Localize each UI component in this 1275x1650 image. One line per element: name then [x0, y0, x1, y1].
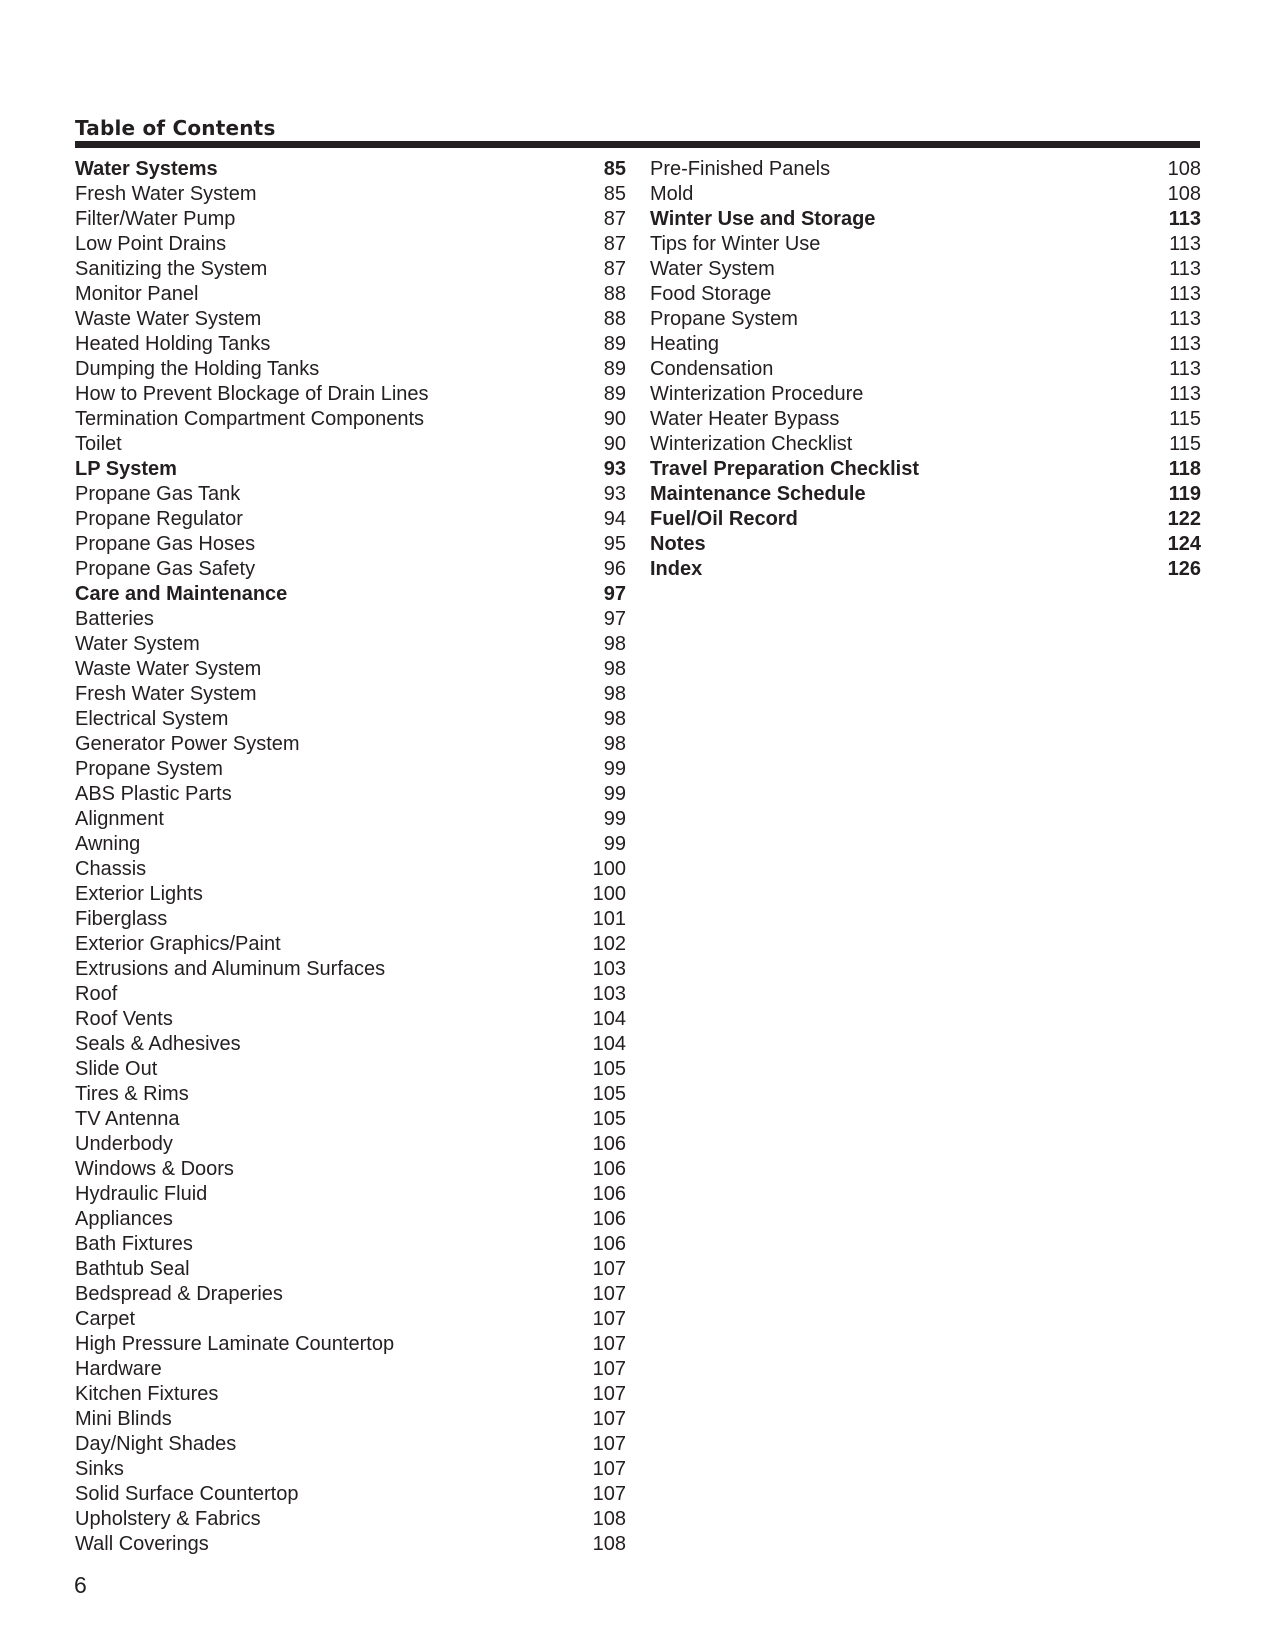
toc-entry-page: 108 — [592, 1508, 626, 1530]
toc-entry-page: 106 — [592, 1158, 626, 1180]
toc-entry-page: 107 — [592, 1458, 626, 1480]
toc-entry-title: Slide Out — [75, 1058, 158, 1080]
toc-entry[interactable] — [650, 357, 1201, 382]
toc-entry-title: Windows & Doors — [75, 1158, 234, 1180]
toc-entry[interactable] — [75, 632, 626, 657]
toc-entry-title: How to Prevent Blockage of Drain Lines — [75, 383, 429, 405]
toc-entry-page: 107 — [592, 1383, 626, 1405]
toc-column-right — [650, 157, 1201, 582]
toc-entry-title: Termination Compartment Components — [75, 408, 425, 430]
toc-entry-page: 88 — [603, 283, 626, 305]
toc-entry[interactable] — [75, 282, 626, 307]
toc-entry[interactable] — [75, 332, 626, 357]
toc-entry-page: 93 — [603, 458, 626, 480]
toc-entry[interactable] — [75, 1232, 626, 1257]
title-rule — [75, 141, 1200, 148]
toc-entry[interactable] — [75, 1282, 626, 1307]
toc-section-entry[interactable] — [650, 482, 1201, 507]
toc-entry[interactable] — [75, 1107, 626, 1132]
toc-entry[interactable] — [75, 1057, 626, 1082]
toc-entry-page: 87 — [603, 258, 626, 280]
toc-entry[interactable] — [75, 432, 626, 457]
toc-entry-title: Index — [650, 558, 703, 580]
toc-entry[interactable] — [75, 482, 626, 507]
toc-entry-page: 96 — [603, 558, 626, 580]
toc-entry-page: 89 — [603, 383, 626, 405]
toc-entry-title: Mold — [650, 183, 694, 205]
toc-entry-title: Propane Regulator — [75, 508, 243, 530]
toc-entry-page: 103 — [592, 958, 626, 980]
toc-entry-title: Wall Coverings — [75, 1533, 209, 1555]
toc-entry[interactable] — [75, 232, 626, 257]
toc-entry[interactable] — [650, 307, 1201, 332]
toc-entry-page: 99 — [603, 833, 626, 855]
toc-entry-page: 106 — [592, 1233, 626, 1255]
toc-entry-title: Hydraulic Fluid — [75, 1183, 208, 1205]
toc-entry-title: Chassis — [75, 858, 147, 880]
toc-entry-title: Water Systems — [75, 158, 218, 180]
toc-entry-title: Roof — [75, 983, 118, 1005]
toc-entry[interactable] — [75, 682, 626, 707]
toc-entry[interactable] — [75, 307, 626, 332]
toc-entry-page: 113 — [1169, 358, 1201, 380]
toc-entry-page: 124 — [1167, 533, 1201, 555]
toc-entry-title: Winterization Checklist — [650, 433, 853, 455]
toc-entry-title: Notes — [650, 533, 706, 555]
toc-entry-page: 95 — [603, 533, 626, 555]
toc-entry-page: 88 — [603, 308, 626, 330]
toc-entry-title: Sanitizing the System — [75, 258, 268, 280]
toc-entry[interactable] — [75, 382, 626, 407]
toc-entry-title: Toilet — [75, 433, 122, 455]
toc-entry[interactable] — [650, 332, 1201, 357]
toc-entry[interactable] — [75, 1307, 626, 1332]
toc-entry-page: 90 — [603, 408, 626, 430]
toc-entry-page: 115 — [1169, 408, 1201, 430]
toc-entry-page: 113 — [1169, 333, 1201, 355]
toc-entry-title: Carpet — [75, 1308, 136, 1330]
toc-entry[interactable] — [75, 1357, 626, 1382]
toc-section-entry[interactable] — [650, 207, 1201, 232]
toc-entry-title: Propane Gas Tank — [75, 483, 241, 505]
toc-entry-title: Awning — [75, 833, 141, 855]
toc-entry-page: 115 — [1169, 433, 1201, 455]
toc-entry-title: TV Antenna — [75, 1108, 180, 1130]
toc-entry-page: 103 — [592, 983, 626, 1005]
toc-entry-page: 89 — [603, 333, 626, 355]
toc-entry[interactable] — [75, 1382, 626, 1407]
toc-entry[interactable] — [75, 1182, 626, 1207]
toc-entry[interactable] — [75, 607, 626, 632]
toc-entry-page: 102 — [592, 933, 626, 955]
toc-entry[interactable] — [75, 207, 626, 232]
toc-entry[interactable] — [75, 1532, 626, 1557]
toc-entry-title: Bathtub Seal — [75, 1258, 190, 1280]
toc-entry-page: 106 — [592, 1183, 626, 1205]
toc-entry[interactable] — [75, 1132, 626, 1157]
toc-section-entry[interactable] — [75, 157, 626, 182]
toc-entry-title: Travel Preparation Checklist — [650, 458, 920, 480]
toc-entry[interactable] — [75, 357, 626, 382]
toc-entry-title: Batteries — [75, 608, 154, 630]
toc-entry-page: 85 — [603, 183, 626, 205]
toc-entry-title: Exterior Graphics/Paint — [75, 933, 281, 955]
toc-entry-page: 98 — [603, 633, 626, 655]
toc-entry[interactable] — [75, 882, 626, 907]
toc-section-entry[interactable] — [650, 532, 1201, 557]
toc-entry-title: Seals & Adhesives — [75, 1033, 241, 1055]
toc-entry[interactable] — [75, 1507, 626, 1532]
toc-entry[interactable] — [75, 257, 626, 282]
toc-entry-title: Bath Fixtures — [75, 1233, 193, 1255]
toc-entry-page: 97 — [603, 583, 626, 605]
toc-entry[interactable] — [75, 1032, 626, 1057]
toc-entry[interactable] — [650, 407, 1201, 432]
toc-entry[interactable] — [75, 407, 626, 432]
toc-entry-page: 118 — [1168, 458, 1201, 480]
toc-entry-page: 106 — [592, 1208, 626, 1230]
toc-entry-page: 85 — [603, 158, 626, 180]
toc-entry[interactable] — [75, 982, 626, 1007]
toc-entry[interactable] — [75, 732, 626, 757]
toc-entry-page: 97 — [603, 608, 626, 630]
toc-entry-page: 107 — [592, 1333, 626, 1355]
toc-entry-page: 100 — [592, 858, 626, 880]
toc-entry-page: 90 — [603, 433, 626, 455]
toc-entry[interactable] — [650, 257, 1201, 282]
toc-entry-page: 99 — [603, 783, 626, 805]
toc-entry-title: Day/Night Shades — [75, 1433, 237, 1455]
toc-entry-title: Monitor Panel — [75, 283, 199, 305]
toc-column-left — [75, 157, 626, 1557]
toc-entry-title: LP System — [75, 458, 177, 480]
toc-entry[interactable] — [75, 182, 626, 207]
toc-entry-title: Propane Gas Safety — [75, 558, 256, 580]
toc-entry-title: Propane Gas Hoses — [75, 533, 256, 555]
toc-entry-page: 99 — [603, 758, 626, 780]
toc-section-entry[interactable] — [75, 582, 626, 607]
toc-entry-page: 108 — [1167, 183, 1201, 205]
toc-entry-title: Exterior Lights — [75, 883, 203, 905]
toc-entry-page: 113 — [1169, 308, 1201, 330]
toc-entry-title: Water System — [75, 633, 200, 655]
toc-entry-title: Water System — [650, 258, 775, 280]
toc-entry[interactable] — [75, 532, 626, 557]
toc-entry[interactable] — [75, 807, 626, 832]
toc-entry-page: 101 — [592, 908, 626, 930]
toc-entry-title: Tips for Winter Use — [650, 233, 821, 255]
toc-entry-page: 107 — [592, 1408, 626, 1430]
toc-entry[interactable] — [75, 757, 626, 782]
toc-entry-title: Waste Water System — [75, 658, 262, 680]
toc-entry-title: Generator Power System — [75, 733, 300, 755]
toc-entry-page: 119 — [1168, 483, 1201, 505]
toc-entry[interactable] — [75, 1082, 626, 1107]
toc-entry-page: 87 — [603, 208, 626, 230]
toc-entry-title: Hardware — [75, 1358, 162, 1380]
toc-entry[interactable] — [75, 1332, 626, 1357]
toc-entry-page: 107 — [592, 1258, 626, 1280]
toc-entry-title: Mini Blinds — [75, 1408, 172, 1430]
toc-entry-title: Waste Water System — [75, 308, 262, 330]
toc-entry[interactable] — [75, 782, 626, 807]
toc-entry-title: Filter/Water Pump — [75, 208, 236, 230]
toc-entry[interactable] — [650, 157, 1201, 182]
toc-entry-title: Dumping the Holding Tanks — [75, 358, 320, 380]
toc-entry-title: Fresh Water System — [75, 683, 257, 705]
toc-entry[interactable] — [75, 832, 626, 857]
toc-entry-title: Upholstery & Fabrics — [75, 1508, 261, 1530]
toc-entry[interactable] — [75, 557, 626, 582]
toc-entry[interactable] — [75, 1457, 626, 1482]
toc-entry-page: 104 — [592, 1008, 626, 1030]
toc-entry-page: 107 — [592, 1308, 626, 1330]
toc-entry-title: Sinks — [75, 1458, 124, 1480]
toc-entry-title: Kitchen Fixtures — [75, 1383, 219, 1405]
toc-entry[interactable] — [75, 932, 626, 957]
toc-entry[interactable] — [650, 432, 1201, 457]
toc-entry-title: Bedspread & Draperies — [75, 1283, 283, 1305]
toc-entry-page: 104 — [592, 1033, 626, 1055]
toc-entry-page: 113 — [1169, 283, 1201, 305]
toc-entry-page: 113 — [1168, 208, 1201, 230]
toc-entry-title: Fresh Water System — [75, 183, 257, 205]
toc-entry-title: Underbody — [75, 1133, 173, 1155]
toc-entry-page: 107 — [592, 1483, 626, 1505]
toc-section-entry[interactable] — [650, 557, 1201, 582]
toc-entry[interactable] — [75, 857, 626, 882]
toc-section-entry[interactable] — [75, 457, 626, 482]
toc-entry[interactable] — [75, 1007, 626, 1032]
toc-entry[interactable] — [75, 507, 626, 532]
toc-entry-title: Heating — [650, 333, 719, 355]
toc-entry-title: Maintenance Schedule — [650, 483, 866, 505]
toc-entry-title: Care and Maintenance — [75, 583, 288, 605]
toc-entry[interactable] — [75, 1407, 626, 1432]
toc-entry-page: 87 — [603, 233, 626, 255]
toc-entry-page: 99 — [603, 808, 626, 830]
toc-entry-page: 107 — [592, 1283, 626, 1305]
toc-entry-title: Propane System — [75, 758, 223, 780]
toc-entry-title: Electrical System — [75, 708, 229, 730]
toc-entry-page: 93 — [603, 483, 626, 505]
toc-entry-title: Pre-Finished Panels — [650, 158, 831, 180]
toc-entry-page: 98 — [603, 733, 626, 755]
toc-entry-title: Water Heater Bypass — [650, 408, 840, 430]
toc-entry-page: 107 — [592, 1358, 626, 1380]
toc-entry-page: 105 — [592, 1058, 626, 1080]
toc-entry-page: 105 — [592, 1108, 626, 1130]
toc-entry-page: 106 — [592, 1133, 626, 1155]
toc-entry-title: Winter Use and Storage — [650, 208, 876, 230]
toc-entry-page: 113 — [1169, 258, 1201, 280]
toc-section-entry[interactable] — [650, 507, 1201, 532]
toc-entry[interactable] — [75, 707, 626, 732]
toc-entry[interactable] — [75, 1207, 626, 1232]
toc-entry-page: 94 — [603, 508, 626, 530]
toc-entry-page: 108 — [1167, 158, 1201, 180]
toc-entry[interactable] — [75, 1482, 626, 1507]
toc-entry-page: 113 — [1169, 383, 1201, 405]
toc-entry-page: 108 — [592, 1533, 626, 1555]
toc-entry-title: Winterization Procedure — [650, 383, 864, 405]
toc-entry-title: Propane System — [650, 308, 798, 330]
toc-entry-page: 89 — [603, 358, 626, 380]
toc-entry-title: Tires & Rims — [75, 1083, 189, 1105]
toc-entry-title: Fuel/Oil Record — [650, 508, 798, 530]
toc-entry-title: Low Point Drains — [75, 233, 227, 255]
toc-entry-page: 100 — [592, 883, 626, 905]
toc-entry[interactable] — [75, 657, 626, 682]
toc-entry-page: 98 — [603, 683, 626, 705]
toc-entry[interactable] — [650, 232, 1201, 257]
toc-entry[interactable] — [75, 1432, 626, 1457]
toc-entry[interactable] — [75, 907, 626, 932]
toc-entry-page: 122 — [1167, 508, 1201, 530]
toc-entry[interactable] — [75, 1157, 626, 1182]
page-title: Table of Contents — [75, 116, 276, 140]
toc-entry-title: Fiberglass — [75, 908, 168, 930]
toc-entry-title: High Pressure Laminate Countertop — [75, 1333, 395, 1355]
toc-entry-title: Heated Holding Tanks — [75, 333, 271, 355]
toc-entry-title: Condensation — [650, 358, 774, 380]
toc-entry-title: Roof Vents — [75, 1008, 173, 1030]
toc-entry[interactable] — [75, 1257, 626, 1282]
toc-entry-title: ABS Plastic Parts — [75, 783, 232, 805]
toc-section-entry[interactable] — [650, 457, 1201, 482]
toc-entry[interactable] — [650, 282, 1201, 307]
toc-entry[interactable] — [650, 382, 1201, 407]
toc-entry-page: 126 — [1167, 558, 1201, 580]
toc-entry-title: Appliances — [75, 1208, 173, 1230]
toc-entry-title: Alignment — [75, 808, 164, 830]
toc-entry-page: 98 — [603, 658, 626, 680]
toc-entry-page: 98 — [603, 708, 626, 730]
page-number: 6 — [74, 1572, 87, 1598]
toc-entry-page: 113 — [1169, 233, 1201, 255]
toc-entry-title: Solid Surface Countertop — [75, 1483, 299, 1505]
toc-entry-title: Food Storage — [650, 283, 772, 305]
toc-entry-title: Extrusions and Aluminum Surfaces — [75, 958, 386, 980]
toc-entry-page: 105 — [592, 1083, 626, 1105]
toc-entry[interactable] — [75, 957, 626, 982]
toc-entry-page: 107 — [592, 1433, 626, 1455]
toc-entry[interactable] — [650, 182, 1201, 207]
